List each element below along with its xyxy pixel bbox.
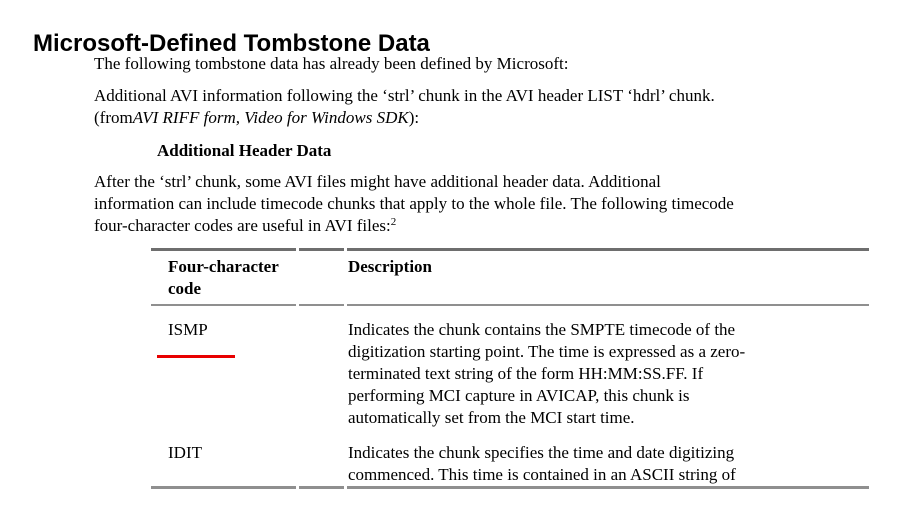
code-cell-idit (151, 429, 296, 489)
table-header-row (151, 248, 869, 306)
intro-text: The following tombstone data has already been defined by Microsoft: (94, 54, 569, 73)
code-cell-ismp (151, 306, 296, 429)
description-cell-idit: Indicates the chunk specifies the time and date digitizing commenced. This time is contained in an ASCII string of (347, 429, 869, 489)
source-paragraph (94, 85, 715, 129)
spacer-cell (299, 429, 344, 489)
code-text: ISMP (168, 320, 208, 339)
description-cell-ismp: Indicates the chunk contains the SMPTE timecode of the digitization starting point. The time is expressed as a zero- terminated text string of the form HH:MM:SS.FF. If performing MCI capture in AVICAP, this chunk is automatically set from the MCI start time. (347, 320, 746, 427)
header-col1-line1: Four-character (168, 257, 279, 276)
section-subheading: Additional Header Data (157, 141, 332, 160)
source-prefix: (from (94, 108, 133, 127)
header-four-character-code (151, 248, 296, 306)
tombstone-data-table (148, 248, 872, 489)
source-line-2 (94, 107, 715, 129)
body-line-3-text: four-character codes are useful in AVI files: (94, 216, 391, 235)
red-underline-mark (157, 355, 235, 358)
body-line-2: information can include timecode chunks that apply to the whole file. The following timecode (94, 194, 734, 213)
body-line-1: After the ‘strl’ chunk, some AVI files might have additional header data. Additional (94, 172, 661, 191)
header-col1-line2: code (168, 279, 202, 298)
table-row (151, 429, 869, 489)
header-spacer-cell (299, 248, 344, 306)
page-title: Microsoft-Defined Tombstone Data (33, 30, 430, 58)
header-description: Description (347, 248, 869, 306)
table-row (151, 306, 869, 429)
code-text: IDIT (168, 443, 202, 462)
footnote-reference: 2 (390, 216, 397, 228)
intro-paragraph (94, 53, 568, 75)
source-citation: AVI RIFF form, Video for Windows SDK (132, 108, 409, 127)
source-line-1: Additional AVI information following the ‘strl’ chunk in the AVI header LIST ‘hdrl’ chunk. (94, 86, 715, 105)
source-suffix: ): (408, 108, 420, 127)
body-paragraph (94, 171, 734, 237)
body-line-3 (94, 215, 734, 237)
spacer-cell (299, 306, 344, 429)
